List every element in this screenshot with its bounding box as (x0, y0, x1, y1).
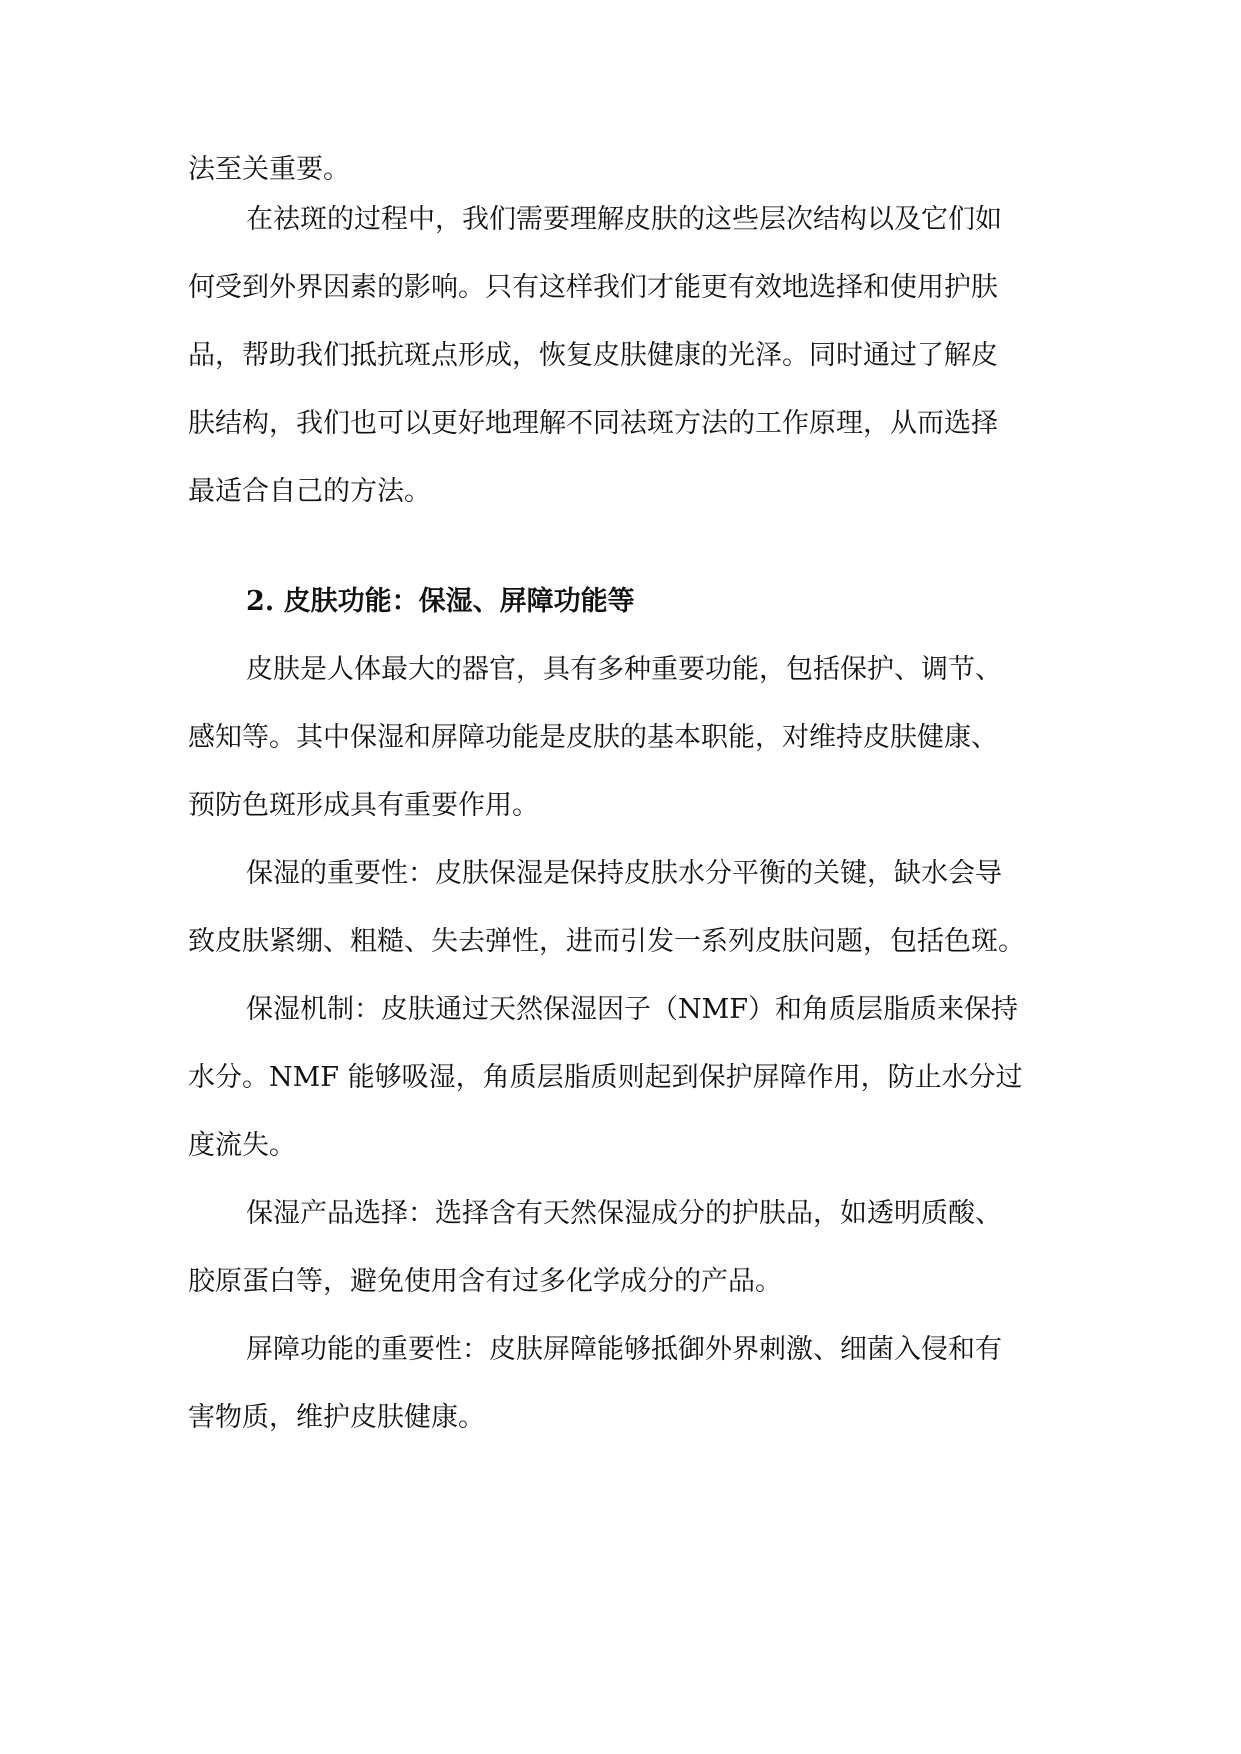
text-line: 屏障功能的重要性：皮肤屏障能够抵御外界刺激、细菌入侵和有 (246, 1334, 1002, 1365)
text-line: 法至关重要。 (188, 154, 350, 185)
text-line: 保湿机制：皮肤通过天然保湿因子（NMF）和角质层脂质来保持 (246, 994, 1019, 1025)
text-line: 在祛斑的过程中，我们需要理解皮肤的这些层次结构以及它们如 (246, 204, 1002, 235)
text-line: 保湿产品选择：选择含有天然保湿成分的护肤品，如透明质酸、 (246, 1198, 1002, 1229)
text-line: 胶原蛋白等，避免使用含有过多化学成分的产品。 (188, 1266, 782, 1297)
text-line: 皮肤是人体最大的器官，具有多种重要功能，包括保护、调节、 (246, 654, 1002, 685)
text-line: 最适合自己的方法。 (188, 476, 431, 507)
text-line: 预防色斑形成具有重要作用。 (188, 790, 539, 821)
text-line: 度流失。 (188, 1130, 296, 1161)
text-line: 保湿的重要性：皮肤保湿是保持皮肤水分平衡的关键，缺水会导 (246, 858, 1002, 889)
text-line: 何受到外界因素的影响。只有这样我们才能更有效地选择和使用护肤 (188, 272, 998, 303)
section-heading: 2. 皮肤功能：保湿、屏障功能等 (246, 586, 635, 617)
text-line: 感知等。其中保湿和屏障功能是皮肤的基本职能，对维持皮肤健康、 (188, 722, 998, 753)
text-line: 水分。NMF 能够吸湿，角质层脂质则起到保护屏障作用，防止水分过 (188, 1062, 1023, 1093)
text-line: 品，帮助我们抵抗斑点形成，恢复皮肤健康的光泽。同时通过了解皮 (188, 340, 998, 371)
text-line: 致皮肤紧绷、粗糙、失去弹性，进而引发一系列皮肤问题，包括色斑。 (188, 926, 1025, 957)
text-line: 肤结构，我们也可以更好地理解不同祛斑方法的工作原理，从而选择 (188, 408, 998, 439)
text-line: 害物质，维护皮肤健康。 (188, 1402, 485, 1433)
